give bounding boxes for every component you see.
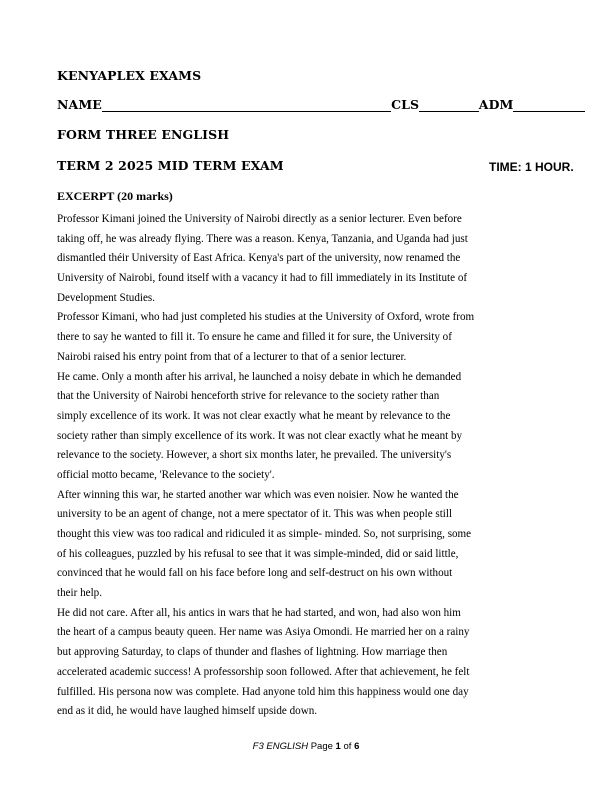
passage-line: Professor Kimani, who had just completed his studies at the University of Oxford, wrote from bbox=[57, 311, 475, 324]
passage-line: but approving Saturday, to claps of thunder and flashes of lightning. How marriage then bbox=[57, 646, 448, 659]
passage-line: university to be an agent of change, not a mere spectator of it. This was when people still bbox=[57, 508, 453, 521]
passage-line: there to say he wanted to fill it. To ensure he came and filled it for sure, the University of bbox=[57, 331, 452, 344]
adm-blank[interactable] bbox=[513, 99, 585, 112]
cls-label: CLS bbox=[391, 97, 420, 112]
passage-line: University of Nairobi, found itself with a vacancy it had to fill immediately in its Institute of bbox=[57, 272, 468, 285]
exam-duration: TIME: 1 HOUR. bbox=[489, 160, 574, 174]
passage-line: relevance to the society. However, a short six months later, he prevailed. The university's bbox=[57, 449, 452, 462]
footer-of-word: of bbox=[343, 741, 352, 752]
name-label: NAME bbox=[57, 97, 102, 112]
passage-line: dismantled théir University of East Africa. Kenya's part of the university, now renamed the bbox=[57, 252, 461, 265]
passage-line: the heart of a campus beauty queen. Her name was Asiya Omondi. He married her on a rainy bbox=[57, 626, 470, 639]
exam-title: TERM 2 2025 MID TERM EXAM bbox=[57, 158, 284, 173]
passage-line: their help. bbox=[57, 587, 102, 600]
page-footer bbox=[0, 741, 612, 752]
cls-blank[interactable] bbox=[419, 99, 479, 112]
passage-line: convinced that he would fall on his face before long and self-destruct on his own without bbox=[57, 567, 453, 580]
passage-line: thought this view was too radical and ridiculed it as simple- minded. So, not surprising, some bbox=[57, 528, 472, 540]
footer-page-current: 1 bbox=[335, 741, 341, 752]
subject-title: FORM THREE ENGLISH bbox=[57, 127, 230, 142]
student-details-row bbox=[57, 97, 585, 112]
passage-line: end as it did, he would have laughed himself upside down. bbox=[57, 705, 318, 718]
school-title: KENYAPLEX EXAMS bbox=[57, 68, 202, 83]
passage-line: He did not care. After all, his antics in wars that he had started, and won, had also won him bbox=[57, 606, 461, 619]
passage-line: society rather than simply excellence of its work. It was not clear exactly what he meant by bbox=[57, 429, 463, 442]
passage-line: Nairobi raised his entry point from that of a lecturer to that of a senior lecturer. bbox=[57, 350, 407, 363]
passage-line: that the University of Nairobi henceforth strive for relevance to the society rather than bbox=[57, 390, 440, 403]
passage-line: Professor Kimani joined the University of Nairobi directly as a senior lecturer. Even before bbox=[57, 213, 462, 225]
footer-page-word: Page bbox=[310, 741, 333, 752]
passage-line: simply excellence of its work. It was not clear exactly what he meant by relevance to the bbox=[57, 409, 451, 422]
footer-page-total: 6 bbox=[354, 741, 360, 752]
passage bbox=[57, 210, 515, 722]
passage-line: After winning this war, he started another war which was even noisier. Now he wanted the bbox=[57, 488, 459, 501]
passage-line: of his colleagues, puzzled by his refusal to see that it was simple-minded, did or said little, bbox=[57, 547, 459, 560]
passage-line: taking off, he was already flying. There was a reason. Kenya, Tanzania, and Uganda had just bbox=[57, 232, 468, 245]
section-title: EXCERPT (20 marks) bbox=[57, 189, 173, 203]
passage-line: accelerated academic success! A professorship soon followed. After that achievement, he felt bbox=[57, 665, 470, 678]
footer-doc-label: F3 ENGLISH bbox=[252, 741, 309, 752]
passage-line: fulfilled. His persona now was complete. Had anyone told him this happiness would one day bbox=[57, 685, 469, 698]
adm-label: ADM bbox=[478, 97, 514, 112]
passage-line: Development Studies. bbox=[57, 291, 155, 304]
passage-line: official motto became, 'Relevance to the society'. bbox=[57, 468, 275, 481]
name-blank[interactable] bbox=[102, 99, 391, 112]
passage-line: He came. Only a month after his arrival, he launched a noisy debate in which he demanded bbox=[57, 370, 462, 383]
